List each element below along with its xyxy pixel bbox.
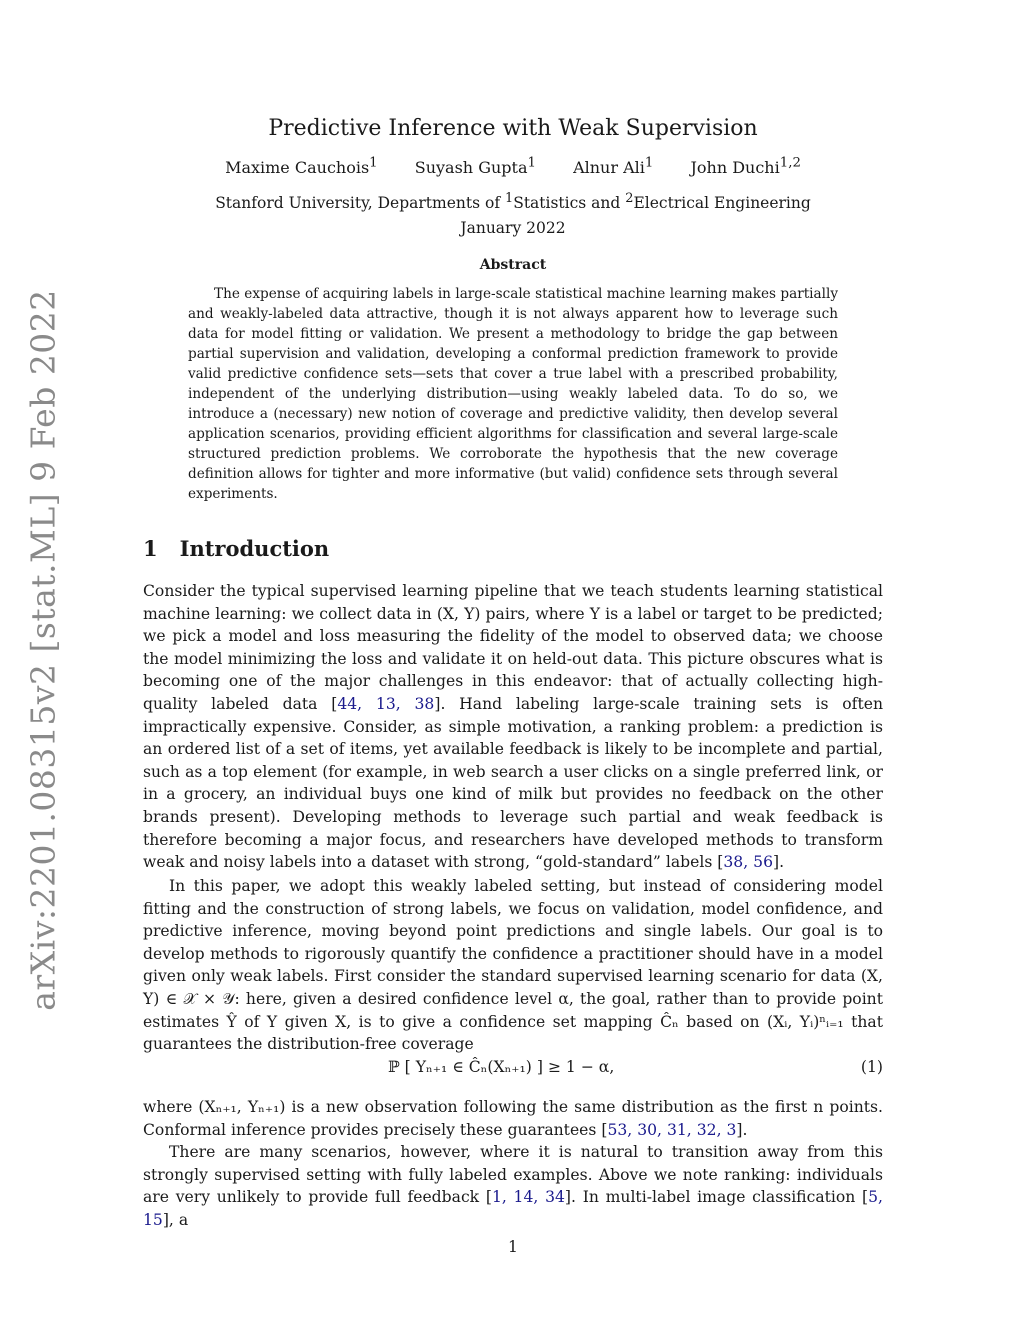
citation-link[interactable]: 1, 14, 34: [491, 1188, 565, 1207]
arxiv-stamp: arXiv:2201.08315v2 [stat.ML] 9 Feb 2022: [23, 289, 63, 1011]
author-list: [143, 156, 883, 177]
author: Suyash Gupta$^1$: [414, 156, 536, 178]
section-heading: 1 Introduction: [143, 536, 330, 561]
paragraph: In this paper, we adopt this weakly labeled setting, but instead of considering model fitting and the construction of strong labels, we focus on validation, model confidence, and predictive inference, moving beyond point predictions and single labels. Our goal is to develop methods to rigorously quantify the confidence a practitioner should have in a model given only weak labels. First consider the standard supervised learning scenario for data (X, Y) ∈ 𝒳 × 𝒴: here, given a desired confidence level α, the goal, rather than to provide point estimates Ŷ of Y given X, is to give a confidence set mapping Ĉₙ based on (Xᵢ, Yᵢ)ⁿᵢ₌₁ that guarantees the distribution-free coverage: [143, 877, 883, 1054]
paragraph: where (Xₙ₊₁, Yₙ₊₁) is a new observation following the same distribution as the first n points. Conformal inference provides precisely these guarantees [53, 30, 31, 32, 3].: [143, 1098, 883, 1139]
author: Alnur Ali$^1$: [573, 156, 654, 178]
author: Maxime Cauchois$^1$: [225, 156, 378, 178]
abstract-heading: Abstract: [479, 257, 547, 273]
equation-number: (1): [860, 1058, 883, 1076]
author: John Duchi$^{1,2}$: [690, 156, 801, 178]
equation-expression: ℙ [ Yₙ₊₁ ∈ Ĉₙ(Xₙ₊₁) ] ≥ 1 − α,: [388, 1058, 615, 1076]
paragraph: There are many scenarios, however, where it is natural to transition away from this strongly supervised setting with fully labeled examples. Above we note ranking: individuals are very unlikely to provide full feedback [1, 14, 34]. In multi-label image classification [5, 15], a: [143, 1143, 884, 1229]
paragraph: Consider the typical supervised learning pipeline that we teach students learning statistical machine learning: we collect data in (X, Y) pairs, where Y is a label or target to be predicted; we pick a model and loss measuring the fidelity of the model to observed data; we choose the model minimizing the loss and validate it on held-out data. This picture obscures what is becoming one of the major challenges in this endeavor: that of actually collecting high-quality labeled data [44, 13, 38]. Hand labeling large-scale training sets is often impractically expensive. Consider, as simple motivation, a ranking problem: a prediction is an ordered list of a set of items, yet available feedback is likely to be incomplete and partial, such as a top element (for example, in web search a user clicks on a single preferred link, or in a grocery, an individual buys one kind of milk but provides no feedback on the other brands present). Developing methods to leverage such partial and weak feedback is therefore becoming a major focus, and researchers have developed methods to transform weak and noisy labels into a dataset with strong, “gold-standard” labels [38, 56].: [143, 582, 883, 872]
abstract-text: The expense of acquiring labels in large-scale statistical machine learning makes partially and weakly-labeled data attractive, though it is not always apparent how to leverage such data for model fitting or validation. We present a methodology to bridge the gap between partial supervision and validation, developing a conformal prediction framework to provide valid predictive confidence sets—sets that cover a true label with a prescribed probability, independent of the underlying distribution—using weakly labeled data. To do so, we introduce a (necessary) new notion of coverage and predictive validity, then develop several application scenarios, providing efficient algorithms for classification and several large-scale structured prediction problems. We corroborate the hypothesis that the new coverage definition allows for tighter and more informative (but valid) confidence sets through several experiments.: [188, 286, 838, 502]
paper-title: Predictive Inference with Weak Supervision: [268, 116, 758, 141]
citation-link[interactable]: 44, 13, 38: [337, 694, 435, 713]
citation-link[interactable]: 5, 15: [143, 1188, 884, 1229]
citation-link[interactable]: 38, 56: [723, 853, 773, 872]
affiliation: Stanford University, Departments of $^1$Statistics and $^2$Electrical Engineering: [215, 191, 811, 213]
paper-date: January 2022: [460, 219, 566, 237]
page-number: 1: [508, 1238, 518, 1256]
citation-link[interactable]: 53, 30, 31, 32, 3: [607, 1120, 737, 1139]
